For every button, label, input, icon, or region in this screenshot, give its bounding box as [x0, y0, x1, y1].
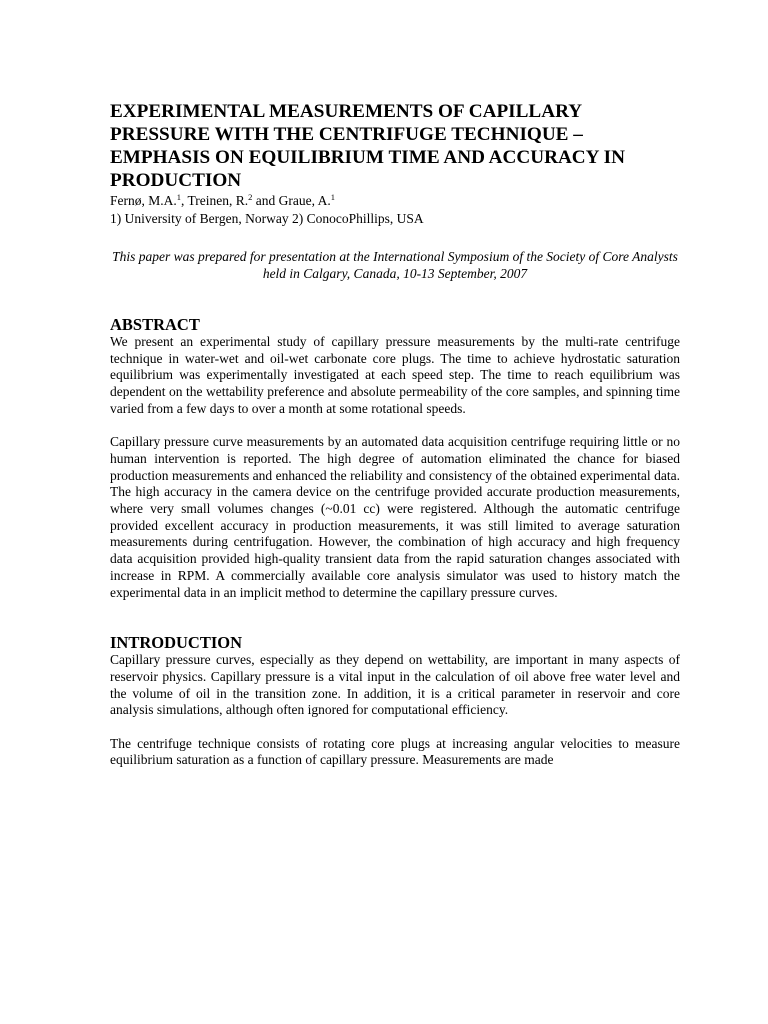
- abstract-heading: ABSTRACT: [110, 315, 200, 334]
- paper-title: EXPERIMENTAL MEASUREMENTS OF CAPILLARY PRESSURE WITH THE CENTRIFUGE TECHNIQUE – EMPHASIS ON EQUILIBRIUM TIME AND ACCURACY IN PRODUCTION: [110, 101, 625, 191]
- introduction-heading: INTRODUCTION: [110, 633, 243, 653]
- author-separator: ,: [181, 193, 188, 208]
- author-name: Graue, A.: [278, 193, 331, 208]
- paragraph-gap: [110, 418, 680, 435]
- introduction-paragraph: The centrifuge technique consists of rotating core plugs at increasing angular velocities to measure equilibrium saturation as a function of capillary pressure. Measurements are made: [110, 735, 680, 768]
- author-separator: and: [252, 193, 279, 208]
- introduction-paragraph: Capillary pressure curves, especially as they depend on wettability, are important in many aspects of reservoir physics. Capillary pressure is a vital input in the calculation of oil above free water level and the volume of oil in the transition zone. In addition, it is a critical parameter in reservoir and core analysis simulations, although often ignored for computational efficiency.: [110, 652, 680, 718]
- paragraph-gap: [110, 719, 680, 736]
- author-affiliation-mark: 1: [330, 192, 336, 202]
- abstract-paragraph: Capillary pressure curve measurements by an automated data acquisition centrifuge requiring little or no human intervention is reported. The high degree of automation eliminated the chance for biased production measurements and enhanced the reliability and consistency of the obtained experimental data. The high accuracy in the camera device on the centrifuge provided accurate production measurements, where very small volumes changes (~0.01 cc) were registered. Although the automatic centrifuge provided excellent accuracy in production measurements, it was still limited to average saturation measurements during centrifugation. However, the combination of high accuracy and high frequency data acquisition provided high-quality transient data from the rapid saturation changes associated with increase in RPM. A commercially available core analysis simulator was used to history match the experimental data in an implicit method to determine the capillary pressure curves.: [110, 434, 680, 600]
- author-name: Treinen, R.: [187, 193, 249, 208]
- author-name: Fernø, M.A.: [110, 193, 177, 208]
- paper-page: [110, 100, 680, 769]
- author-line: [110, 192, 680, 209]
- presentation-note: This paper was prepared for presentation at the International Symposium of the Society of Core Analysts held in Calgary, Canada, 10-13 September, 2007: [112, 249, 678, 281]
- affiliations: 1) University of Bergen, Norway 2) ConocoPhillips, USA: [110, 211, 424, 226]
- abstract-paragraph: We present an experimental study of capillary pressure measurements by the multi-rate centrifuge technique in water-wet and oil-wet carbonate core plugs. The time to achieve hydrostatic saturation equilibrium was experimentally investigated at each speed step. The time to reach equilibrium was dependent on the wettability preference and absolute permeability of the core samples, and spinning time varied from a few days to over a month at some rotational speeds.: [110, 334, 680, 416]
- author-affiliation-mark: 1: [176, 192, 181, 202]
- author-affiliation-mark: 2: [248, 192, 253, 202]
